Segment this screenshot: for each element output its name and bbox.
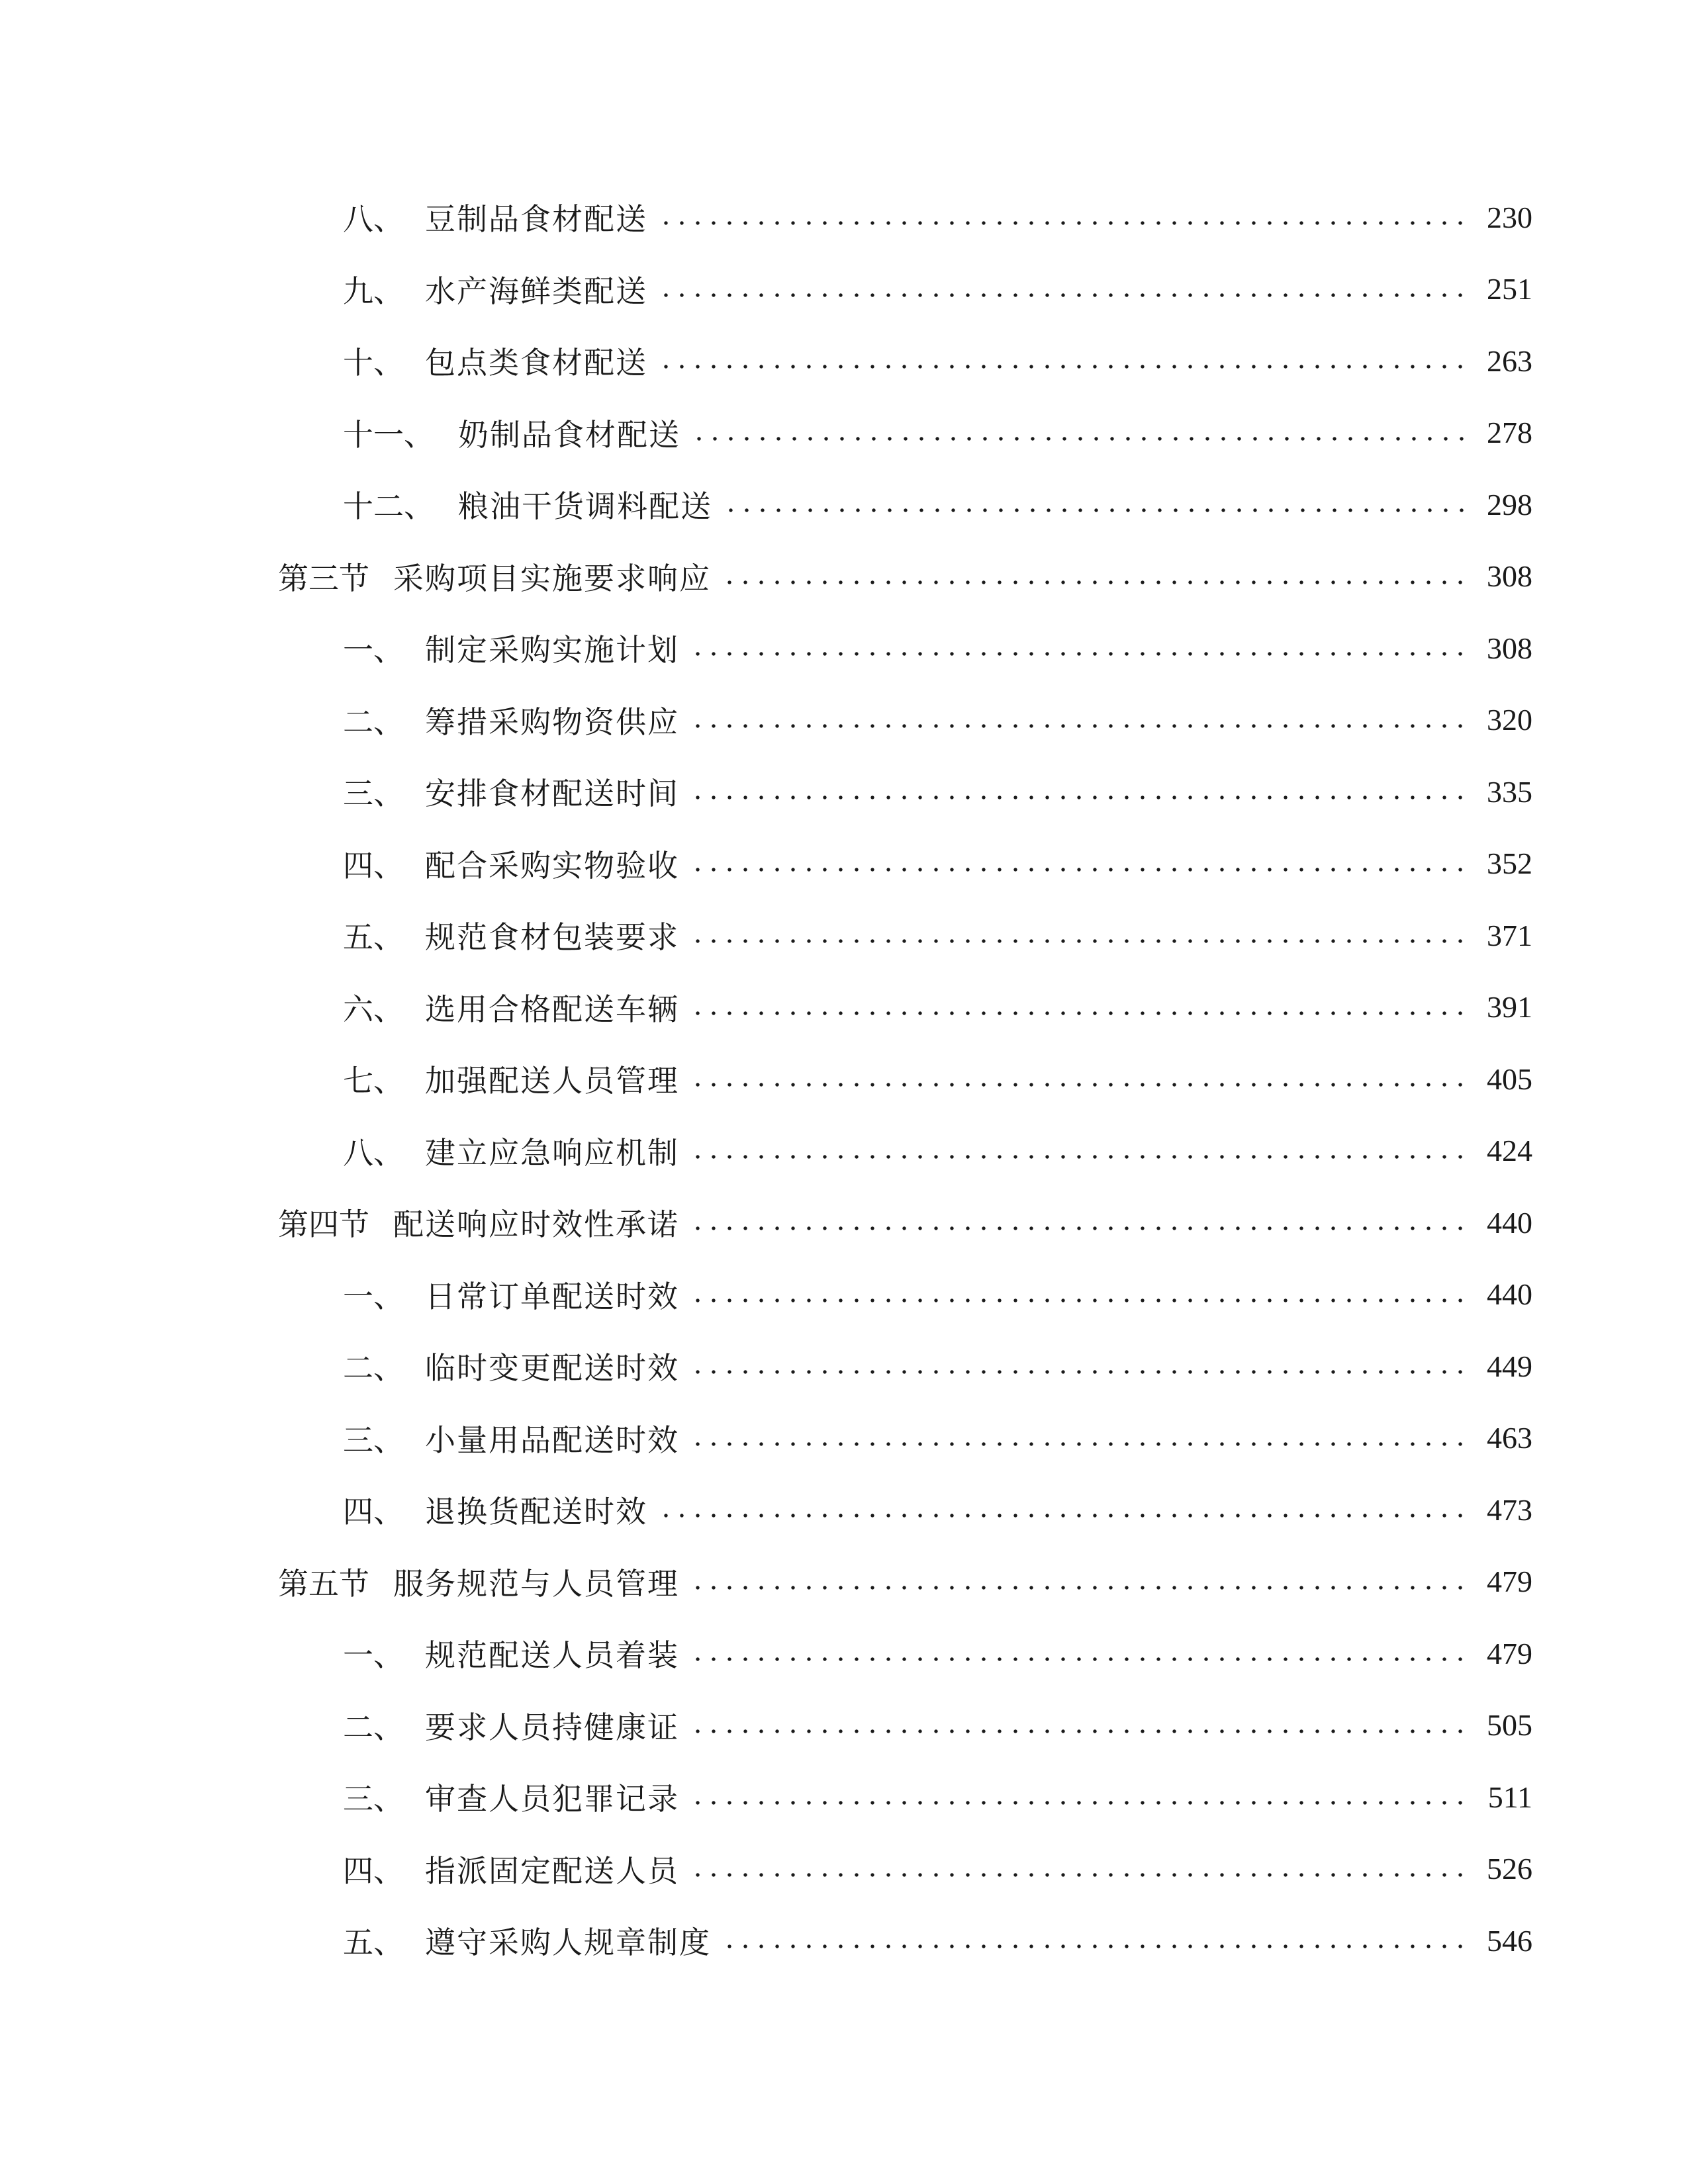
toc-entry-number: 二、 [343, 704, 404, 740]
dot-leader [658, 1511, 1466, 1520]
toc-entry-page-number: 479 [1487, 1565, 1532, 1598]
toc-entry-title: 服务规范与人员管理 [393, 1565, 679, 1602]
toc-entry-page-number: 440 [1487, 1277, 1532, 1311]
toc-subsection-entry [0, 1124, 1688, 1177]
dot-leader [690, 1727, 1466, 1736]
toc-entry-number: 二、 [343, 1350, 404, 1386]
toc-entry-number: 七、 [343, 1063, 404, 1099]
toc-entry-number: 四、 [343, 847, 404, 884]
toc-entry-title: 奶制品食材配送 [458, 416, 680, 453]
toc-entry-title: 审查人员犯罪记录 [425, 1781, 679, 1817]
toc-entry-page-number: 308 [1487, 631, 1532, 665]
toc-entry-number: 一、 [343, 632, 404, 668]
toc-subsection-entry [0, 478, 1688, 531]
toc-entry-title: 小量用品配送时效 [425, 1422, 679, 1458]
dot-leader [722, 1942, 1466, 1951]
toc-entry-number: 一、 [343, 1278, 404, 1314]
toc-entry-page-number: 546 [1487, 1923, 1532, 1958]
dot-leader [658, 362, 1466, 371]
toc-entry-page-number: 424 [1487, 1134, 1532, 1167]
toc-subsection-entry [0, 765, 1688, 818]
toc-entry-title: 选用合格配送车辆 [425, 991, 679, 1027]
toc-entry-page-number: 335 [1487, 774, 1532, 809]
toc-entry-page-number: 473 [1487, 1492, 1532, 1527]
dot-leader [690, 1296, 1466, 1305]
dot-leader [690, 1224, 1466, 1233]
toc-entry-title: 遵守采购人规章制度 [425, 1925, 711, 1960]
dot-leader [690, 1870, 1466, 1880]
toc-subsection-entry [0, 1340, 1688, 1392]
toc-entry-number: 九、 [343, 273, 404, 309]
toc-entry-number: 六、 [343, 991, 404, 1027]
toc-entry-number: 三、 [343, 1422, 404, 1458]
toc-entry-number: 第五节 [278, 1565, 369, 1602]
dot-leader [722, 578, 1466, 587]
toc-entry-number: 十一、 [343, 416, 434, 453]
toc-subsection-entry [0, 1268, 1688, 1321]
toc-subsection-entry [0, 1699, 1688, 1752]
dot-leader [658, 291, 1466, 300]
toc-entry-title: 包点类食材配送 [425, 345, 647, 381]
dot-leader [690, 1798, 1466, 1807]
toc-entry-number: 十二、 [343, 488, 434, 524]
dot-leader [690, 865, 1466, 874]
dot-leader [690, 1439, 1466, 1449]
toc-subsection-entry [0, 621, 1688, 674]
toc-entry-number: 第四节 [278, 1206, 369, 1242]
toc-entry-title: 采购项目实施要求响应 [393, 560, 711, 596]
toc-entry-title: 要求人员持健康证 [425, 1709, 679, 1745]
toc-entry-page-number: 251 [1487, 272, 1532, 306]
toc-subsection-entry [0, 1914, 1688, 1967]
toc-entry-page-number: 505 [1487, 1708, 1532, 1742]
toc-entry-page-number: 298 [1487, 487, 1532, 522]
toc-entry-page-number: 449 [1487, 1349, 1532, 1383]
toc-entry-title: 制定采购实施计划 [425, 632, 679, 668]
toc-entry-page-number: 479 [1487, 1636, 1532, 1670]
dot-leader [690, 1080, 1466, 1089]
dot-leader [690, 1152, 1466, 1161]
toc-entry-number: 五、 [343, 919, 404, 955]
toc-section-entry [0, 1196, 1688, 1249]
toc-entry-page-number: 371 [1487, 918, 1532, 952]
toc-entry-page-number: 308 [1487, 559, 1532, 593]
toc-subsection-entry [0, 694, 1688, 747]
toc-entry-number: 二、 [343, 1709, 404, 1745]
toc-subsection-entry [0, 263, 1688, 316]
dot-leader [691, 434, 1466, 443]
toc-section-entry [0, 550, 1688, 603]
toc-entry-page-number: 526 [1487, 1852, 1532, 1886]
toc-entry-title: 安排食材配送时间 [425, 776, 679, 811]
toc-entry-page-number: 391 [1487, 990, 1532, 1024]
toc-entry-number: 十、 [343, 345, 404, 381]
dot-leader [690, 936, 1466, 946]
toc-entry-page-number: 278 [1487, 416, 1532, 449]
toc-subsection-entry [0, 334, 1688, 387]
toc-entry-number: 一、 [343, 1637, 404, 1673]
toc-entry-title: 日常订单配送时效 [425, 1278, 679, 1314]
toc-entry-title: 配送响应时效性承诺 [393, 1206, 679, 1242]
dot-leader [690, 721, 1466, 731]
toc-subsection-entry [0, 191, 1688, 244]
toc-entry-page-number: 405 [1487, 1062, 1532, 1096]
toc-entry-number: 三、 [343, 776, 404, 811]
toc-entry-number: 四、 [343, 1494, 404, 1529]
toc-entry-title: 规范食材包装要求 [425, 919, 679, 955]
toc-entry-page-number: 320 [1487, 703, 1532, 737]
toc-entry-number: 三、 [343, 1781, 404, 1817]
toc-entry-number: 八、 [343, 1134, 404, 1171]
toc-subsection-entry [0, 1843, 1688, 1895]
dot-leader [690, 793, 1466, 802]
toc-subsection-entry [0, 1483, 1688, 1536]
toc-subsection-entry [0, 1412, 1688, 1465]
dot-leader [690, 1583, 1466, 1592]
toc-entry-title: 豆制品食材配送 [425, 201, 647, 237]
toc-entry-page-number: 463 [1487, 1421, 1532, 1455]
toc-section-entry [0, 1555, 1688, 1608]
dot-leader [658, 218, 1466, 228]
toc-entry-title: 退换货配送时效 [425, 1494, 647, 1529]
toc-entry-title: 筹措采购物资供应 [425, 704, 679, 740]
toc-entry-page-number: 263 [1487, 343, 1532, 378]
toc-entry-number: 八、 [343, 201, 404, 237]
toc-subsection-entry [0, 981, 1688, 1034]
toc-entry-title: 临时变更配送时效 [425, 1350, 679, 1386]
toc-subsection-entry [0, 837, 1688, 890]
toc-entry-page-number: 230 [1487, 200, 1532, 234]
toc-subsection-entry [0, 1627, 1688, 1680]
toc-entry-number: 第三节 [278, 560, 369, 596]
toc-entry-number: 五、 [343, 1925, 404, 1960]
dot-leader [723, 506, 1466, 515]
dot-leader [690, 1367, 1466, 1377]
dot-leader [690, 1009, 1466, 1018]
toc-entry-title: 配合采购实物验收 [425, 847, 679, 884]
dot-leader [690, 1655, 1466, 1664]
toc-entry-page-number: 440 [1487, 1205, 1532, 1240]
toc-subsection-entry [0, 1770, 1688, 1823]
toc-entry-title: 指派固定配送人员 [425, 1852, 679, 1889]
dot-leader [690, 649, 1466, 659]
toc-entry-page-number: 352 [1487, 846, 1532, 880]
toc-entry-title: 加强配送人员管理 [425, 1063, 679, 1099]
toc-entry-title: 规范配送人员着装 [425, 1637, 679, 1673]
toc-subsection-entry [0, 909, 1688, 962]
toc-entry-title: 建立应急响应机制 [425, 1134, 679, 1171]
toc-entry-page-number: 511 [1487, 1780, 1532, 1814]
toc-subsection-entry [0, 406, 1688, 459]
toc-entry-title: 粮油干货调料配送 [458, 488, 712, 524]
toc-entry-number: 四、 [343, 1852, 404, 1889]
toc-subsection-entry [0, 1052, 1688, 1105]
toc-entry-title: 水产海鲜类配送 [425, 273, 647, 309]
